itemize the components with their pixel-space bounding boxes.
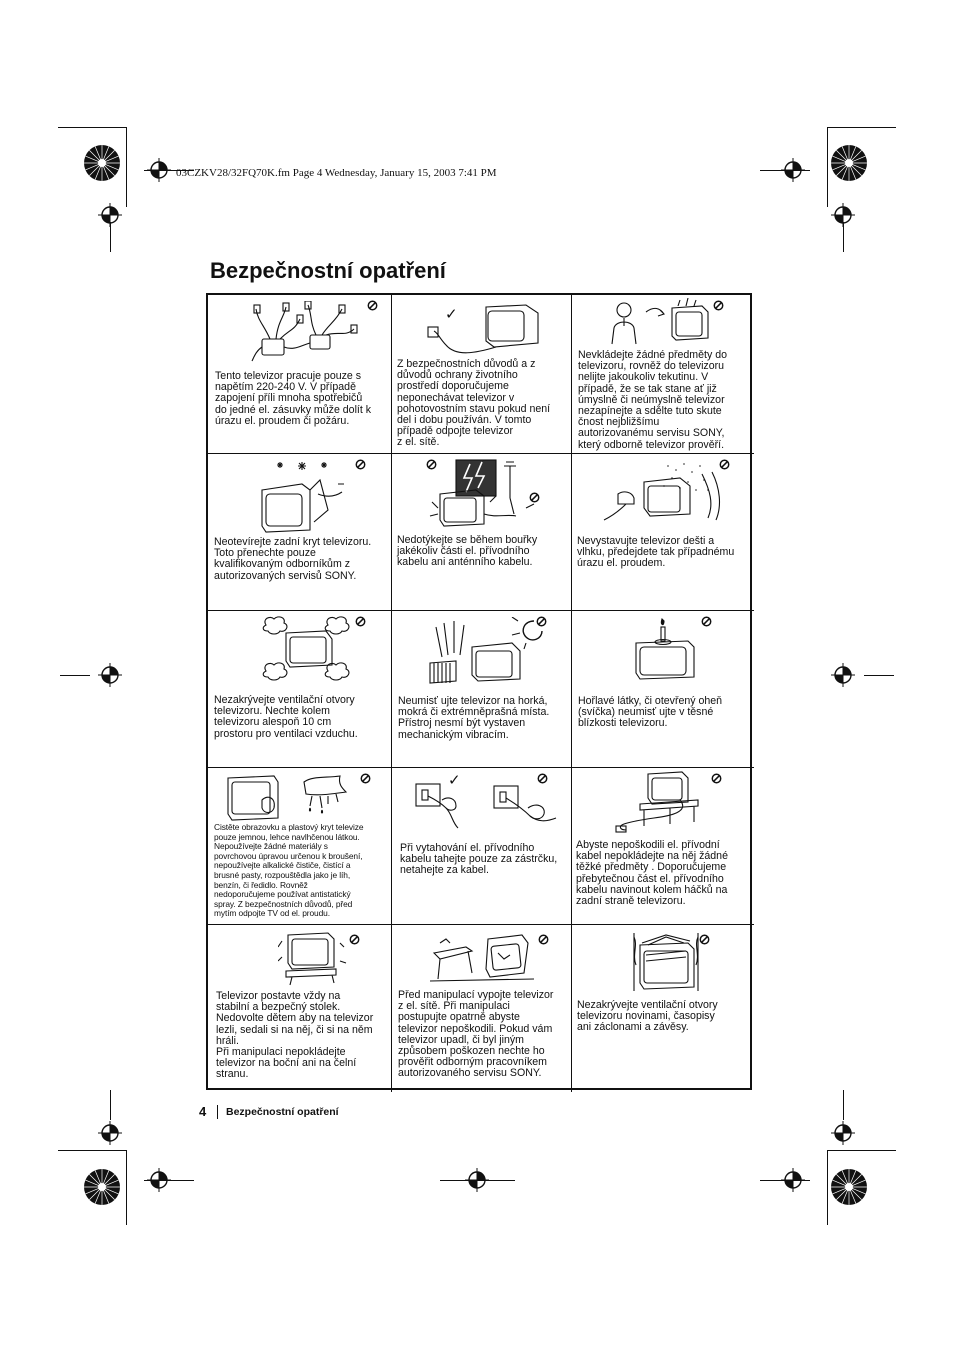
cell-text: Nevkládejte žádné předměty do televizoru, rovněž do televizoru nelijte jakoukoliv tekutinu. V případě, že se tak stane ať již úmyslně či neúmyslně televizor nezapínejte a sdělte tuto skute čnost nejbližšímu autorizovanému servisu SONY, který odborně televizor prověří. — [578, 349, 727, 451]
file-info-header: 03CZKV28/32FQ70K.fm Page 4 Wednesday, January 15, 2003 7:41 PM — [176, 167, 497, 179]
cell-text: Televizor postavte vždy na stabilní a bezpečný stolek. Nedovolte dětem aby na televizor lezli, sedali si na něj, či si na něm hráli. Při manipulaci nepokládejte televizor na boční ani na čelní stranu. — [216, 990, 374, 1081]
no-symbol-icon — [349, 934, 360, 945]
no-symbol-icon — [701, 616, 712, 627]
crop-line — [827, 1150, 896, 1151]
cable-under-stand-icon — [610, 770, 720, 836]
cell-text: Nevystavujte televizor dešti a vlhku, předejdete tak případnému úrazu el. proudem. — [577, 535, 735, 570]
crosshair-registration-icon — [781, 158, 805, 182]
no-objects-inside-icon — [602, 298, 712, 348]
crosshair-registration-icon — [147, 1168, 171, 1192]
no-symbol-icon — [360, 773, 371, 784]
no-symbol-icon — [719, 459, 730, 470]
cell-text: Neumisť ujte televizor na horká, mokrá či extrémněprašná místa. Přístroj nesmí být vystaven mechanickým vibracím. — [398, 695, 550, 741]
falling-tv-icon — [428, 933, 538, 987]
no-symbol-icon — [355, 616, 366, 627]
safety-cell-power-socket — [208, 295, 392, 454]
safety-cell-handling — [392, 925, 572, 1092]
crop-line — [60, 675, 90, 676]
cell-text: Nedotýkejte se během bouřky jakékoliv části el. přívodního kabelu ani anténního kabelu. — [397, 534, 538, 569]
cell-text: Cistěte obrazovku a plastový kryt televize pouze jemnou, lehce navlhčenou látkou. Nepoužívejte žádné materiály s povrchovou úpravou určenou k broušení, nepoužívejte alkalické čističe, čistící a brusné pasty, rozpouštědla jako je líh, benzín, či ředidlo. Rovněž nedoporučujeme používat antistatický spray. Z bezpečnostních důvodů, před mytím odpojte TV od el. proudu. — [214, 822, 364, 919]
footer-divider — [217, 1105, 218, 1119]
safety-cell-cleaning — [208, 768, 392, 925]
no-symbol-icon — [537, 773, 548, 784]
crosshair-registration-icon — [781, 1168, 805, 1192]
safety-cell-stable-table — [208, 925, 392, 1092]
check-mark-icon: ✓ — [445, 305, 458, 323]
open-back-cover-icon — [258, 460, 358, 534]
safety-grid — [206, 293, 752, 1090]
crosshair-registration-icon — [98, 1121, 122, 1145]
unstable-tv-icon — [278, 931, 348, 987]
sunburst-registration-icon — [82, 143, 122, 183]
crop-line — [110, 1090, 111, 1120]
safety-cell-ventilation — [208, 611, 392, 768]
safety-cell-pull-plug — [392, 768, 572, 925]
safety-cell-cable — [572, 768, 754, 925]
crop-line — [58, 127, 127, 128]
cell-text: Nezakrývejte ventilační otvory televizoru novinami, časopisy ani záclonami a závěsy. — [577, 999, 718, 1034]
crosshair-registration-icon — [147, 158, 171, 182]
crop-line — [126, 127, 127, 207]
tv-unplugged-icon — [426, 301, 546, 359]
page-number: 4 — [199, 1104, 207, 1119]
rain-moisture-icon — [598, 460, 726, 530]
overloaded-socket-icon — [250, 301, 360, 365]
crosshair-registration-icon — [98, 663, 122, 687]
crosshair-registration-icon — [98, 203, 122, 227]
cell-text: Nezakrývejte ventilační otvory televizoru. Nechte kolem televizoru alespoň 10 cm prostoru pro ventilaci vzduchu. — [214, 694, 358, 740]
pull-plug-icon — [412, 778, 562, 838]
footer-section-title: Bezpečnostní opatření — [226, 1106, 339, 1118]
crosshair-registration-icon — [831, 663, 855, 687]
candle-on-tv-icon — [634, 617, 698, 683]
cleaning-cloth-icon — [222, 772, 362, 824]
no-symbol-icon — [529, 492, 540, 503]
cell-text: Tento televizor pracuje pouze s napětím 220-240 V. V případě zapojení příli mnoha spotřebičů do jedné el. zásuvky může dolít k úrazu el. proudem či požáru. — [215, 370, 372, 427]
crop-line — [843, 1090, 844, 1120]
sunburst-registration-icon — [82, 1167, 122, 1207]
safety-cell-back-cover — [208, 454, 392, 611]
no-symbol-icon — [538, 934, 549, 945]
safety-cell-candle — [572, 611, 754, 768]
safety-cell-covered — [572, 925, 754, 1092]
sunburst-registration-icon — [829, 1167, 869, 1207]
page-title: Bezpečnostní opatření — [210, 258, 446, 283]
check-mark-icon: ✓ — [448, 771, 461, 789]
no-symbol-icon — [713, 300, 724, 311]
crop-line — [827, 127, 828, 207]
safety-cell-storm — [392, 454, 572, 611]
cell-text: Abyste nepoškodili el. přívodní kabel nepokládejte na něj žádné těžké předměty . Doporučujeme přebytečnou část el. přívodního kabelu navinout kolem háčků na zadní straně televizoru. — [576, 839, 728, 908]
cell-text: Hořlavé látky, či otevřený oheň (svíčka) neumisť ujte v těsné blízkosti televizoru. — [578, 695, 723, 730]
crop-line — [864, 675, 894, 676]
heat-sun-heater-icon — [428, 617, 556, 687]
no-symbol-icon — [355, 459, 366, 470]
crop-line — [827, 1150, 828, 1225]
cell-text: Před manipulací vypojte televizor z el. sítě. Při manipulaci postupujte opatrně abyste televizor nepoškodili. Pokud vám televizor upadl, či byl jiným způsobem poškozen nechte ho prověřit odborným pracovníkem autorizovaného servisu SONY. — [398, 989, 554, 1080]
safety-cell-rain — [572, 454, 754, 611]
crop-line — [126, 1150, 127, 1225]
safety-cell-heat — [392, 611, 572, 768]
crosshair-registration-icon — [831, 1121, 855, 1145]
no-symbol-icon — [367, 300, 378, 311]
cell-text: Z bezpečnostních důvodů a z důvodů ochrany životního prostředí doporučujeme neponechávat televizor v pohotovostním stavu pokud není del i dobu používán. V tomto případě odpojte televizor z el. sítě. — [397, 358, 551, 449]
no-symbol-icon — [711, 773, 722, 784]
cell-text: Při vytahování el. přívodního kabelu tahejte pouze za zástrčku, netahejte za kabel. — [400, 842, 558, 877]
covered-tv-icon — [628, 931, 708, 995]
safety-cell-standby — [392, 295, 572, 454]
sunburst-registration-icon — [829, 143, 869, 183]
cell-text: Neotevírejte zadní kryt televizoru. Toto přenechte pouze kvalifikovaným odborníkům z autorizovaných servisů SONY. — [214, 536, 372, 582]
crosshair-registration-icon — [831, 203, 855, 227]
crosshair-registration-icon — [465, 1168, 489, 1192]
crop-line — [58, 1150, 127, 1151]
crop-line — [827, 127, 896, 128]
ventilation-clearance-icon — [262, 615, 354, 685]
no-symbol-icon — [536, 616, 547, 627]
safety-cell-no-objects — [572, 295, 754, 454]
no-symbol-icon — [699, 934, 710, 945]
